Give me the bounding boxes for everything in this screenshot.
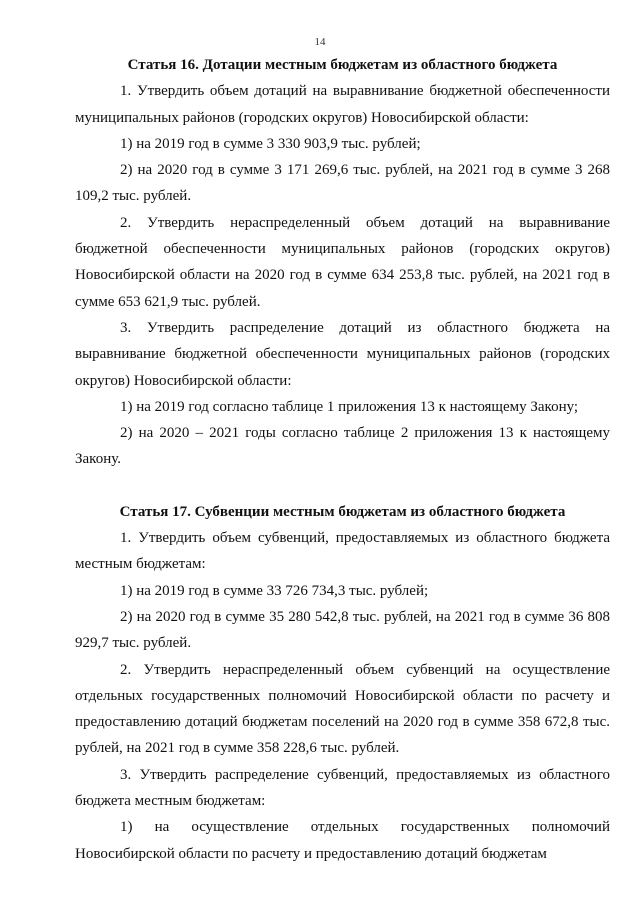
article-16-paragraph-2: 1) на 2019 год в сумме 3 330 903,9 тыс. рублей;	[120, 135, 421, 152]
article-16-heading: Статья 16. Дотации местным бюджетам из областного бюджета	[127, 57, 558, 73]
article-17-paragraph-2: 1) на 2019 год в сумме 33 726 734,3 тыс. рублей;	[120, 582, 429, 599]
article-16-paragraph-1: 1. Утвердить объем дотаций на выравнивание бюджетной обеспеченности муниципальных районов (городских округов) Новосибирской области:	[75, 83, 610, 126]
article-16-paragraph-4: 2. Утвердить нераспределенный объем дотаций на выравнивание бюджетной обеспеченности муниципальных районов (городских округов) Новосибирской области на 2020 год в сумме 634 253,8 тыс. рублей, на 2021 год в сумме 653 621,9 тыс. рублей.	[75, 214, 610, 310]
article-17-paragraph-1: 1. Утвердить объем субвенций, предоставляемых из областного бюджета местным бюджетам:	[75, 530, 610, 573]
article-17-heading: Статья 17. Субвенции местным бюджетам из областного бюджета	[119, 503, 566, 520]
page-number: 14	[314, 36, 326, 48]
article-17-paragraph-3: 2) на 2020 год в сумме 35 280 542,8 тыс. рублей, на 2021 год в сумме 36 808 929,7 тыс. рублей.	[75, 608, 610, 652]
article-17-paragraph-5: 3. Утвердить распределение субвенций, предоставляемых из областного бюджета местным бюджетам:	[75, 766, 610, 810]
article-16-paragraph-5: 3. Утвердить распределение дотаций из областного бюджета на выравнивание бюджетной обеспеченности муниципальных районов (городских округов) Новосибирской области:	[75, 319, 610, 389]
document-body	[75, 52, 610, 867]
article-16-paragraph-7: 2) на 2020 – 2021 годы согласно таблице 2 приложения 13 к настоящему Закону.	[75, 425, 610, 468]
article-17-paragraph-4: 2. Утвердить нераспределенный объем субвенций на осуществление отдельных государственных полномочий Новосибирской области по расчету и предоставлению дотаций бюджетам поселений на 2020 год в сумме 358 672,8 тыс. рублей, на 2021 год в сумме 358 228,6 тыс. рублей.	[75, 661, 610, 757]
article-16-paragraph-3: 2) на 2020 год в сумме 3 171 269,6 тыс. рублей, на 2021 год в сумме 3 268 109,2 тыс. рублей.	[75, 162, 610, 205]
article-16-paragraph-6: 1) на 2019 год согласно таблице 1 приложения 13 к настоящему Закону;	[120, 398, 579, 415]
article-17-paragraph-6: 1) на осуществление отдельных государственных полномочий Новосибирской области по расчету и предоставлению дотаций бюджетам	[75, 819, 610, 862]
